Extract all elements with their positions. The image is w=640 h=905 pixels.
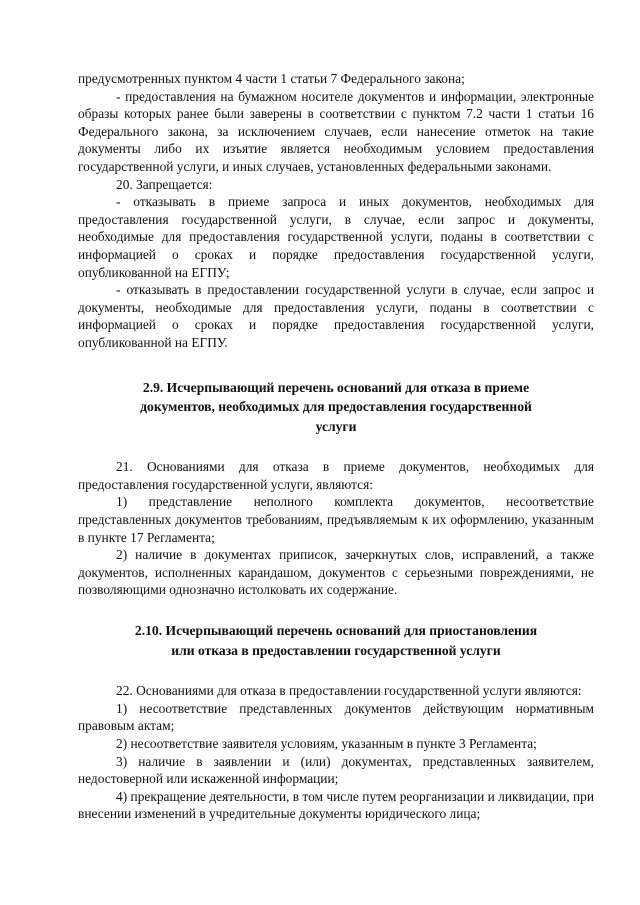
paragraph-item-21-2: 2) наличие в документах приписок, зачеркнутых слов, исправлений, а также документов, исполненных карандашом, документов с серьезными повреждениями, не позволяющими однозначно истолковать их содержание. xyxy=(78,547,594,598)
paragraph-item-21-1: 1) представление неполного комплекта документов, несоответствие представленных документов требованиям, предъявляемым к их оформлению, указанным в пункте 17 Регламента; xyxy=(78,494,594,545)
paragraph-item-22-3: 3) наличие в заявлении и (или) документах, представленных заявителем, недостоверной или искаженной информации; xyxy=(78,753,594,787)
paragraph-prohibition-2: - отказывать в предоставлении государственной услуги в случае, если запрос и документы, необходимые для предоставления услуги, поданы в соответствии с информацией о сроках и порядке предоставления государственной услуги, опубликованной на ЕГПУ. xyxy=(78,282,594,350)
section-heading-2-9-line2: документов, необходимых для предоставления государственной xyxy=(140,399,532,415)
paragraph-item-21: 21. Основаниями для отказа в приеме документов, необходимых для предоставления государственной услуги, являются: xyxy=(78,459,594,492)
paragraph-item-22-2: 2) несоответствие заявителя условиям, указанным в пункте 3 Регламента; xyxy=(116,736,537,751)
paragraph-item-22: 22. Основаниями для отказа в предоставлении государственной услуги являются: xyxy=(116,683,582,699)
paragraph-item-22-4: 4) прекращение деятельности, в том числе путем реорганизации и ликвидации, при внесении изменений в учредительные документы юридического лица; xyxy=(78,788,594,822)
section-heading-2-9-line1: 2.9. Исчерпывающий перечень оснований для отказа в приеме xyxy=(142,379,530,395)
section-heading-2-9-line3: услуги xyxy=(315,418,357,434)
paragraph-paper-documents: - предоставления на бумажном носителе документов и информации, электронные образы которых ранее были заверены в соответствии с пунктом 7.2 части 1 статьи 16 Федерального закона, за исключением случаев, если нанесение отметок на такие документы либо их изъятие является необходимым условием предоставления государственной услуги, и иных случаев, установленных федеральными законами. xyxy=(78,88,594,174)
document-body xyxy=(78,70,594,823)
paragraph-prohibition-1: - отказывать в приеме запроса и иных документов, необходимых для предоставления государственной услуги, в случае, если запрос и документы, необходимые для предоставления государственной услуги, поданы в соответствии с информацией о сроках и порядке предоставления государственной услуги, опубликованной на ЕГПУ; xyxy=(78,194,594,280)
section-heading-2-9 xyxy=(78,378,594,437)
section-heading-2-10-line1: 2.10. Исчерпывающий перечень оснований для приостановления xyxy=(134,623,538,639)
section-heading-2-10-line2: или отказа в предоставлении государственной услуги xyxy=(171,642,501,658)
paragraph-item-20: 20. Запрещается: xyxy=(116,176,213,192)
section-heading-2-10 xyxy=(78,621,594,660)
paragraph-continuation: предусмотренных пунктом 4 части 1 статьи 7 Федерального закона; xyxy=(78,71,465,86)
paragraph-item-22-1: 1) несоответствие представленных документов действующим нормативным правовым актам; xyxy=(78,700,594,734)
